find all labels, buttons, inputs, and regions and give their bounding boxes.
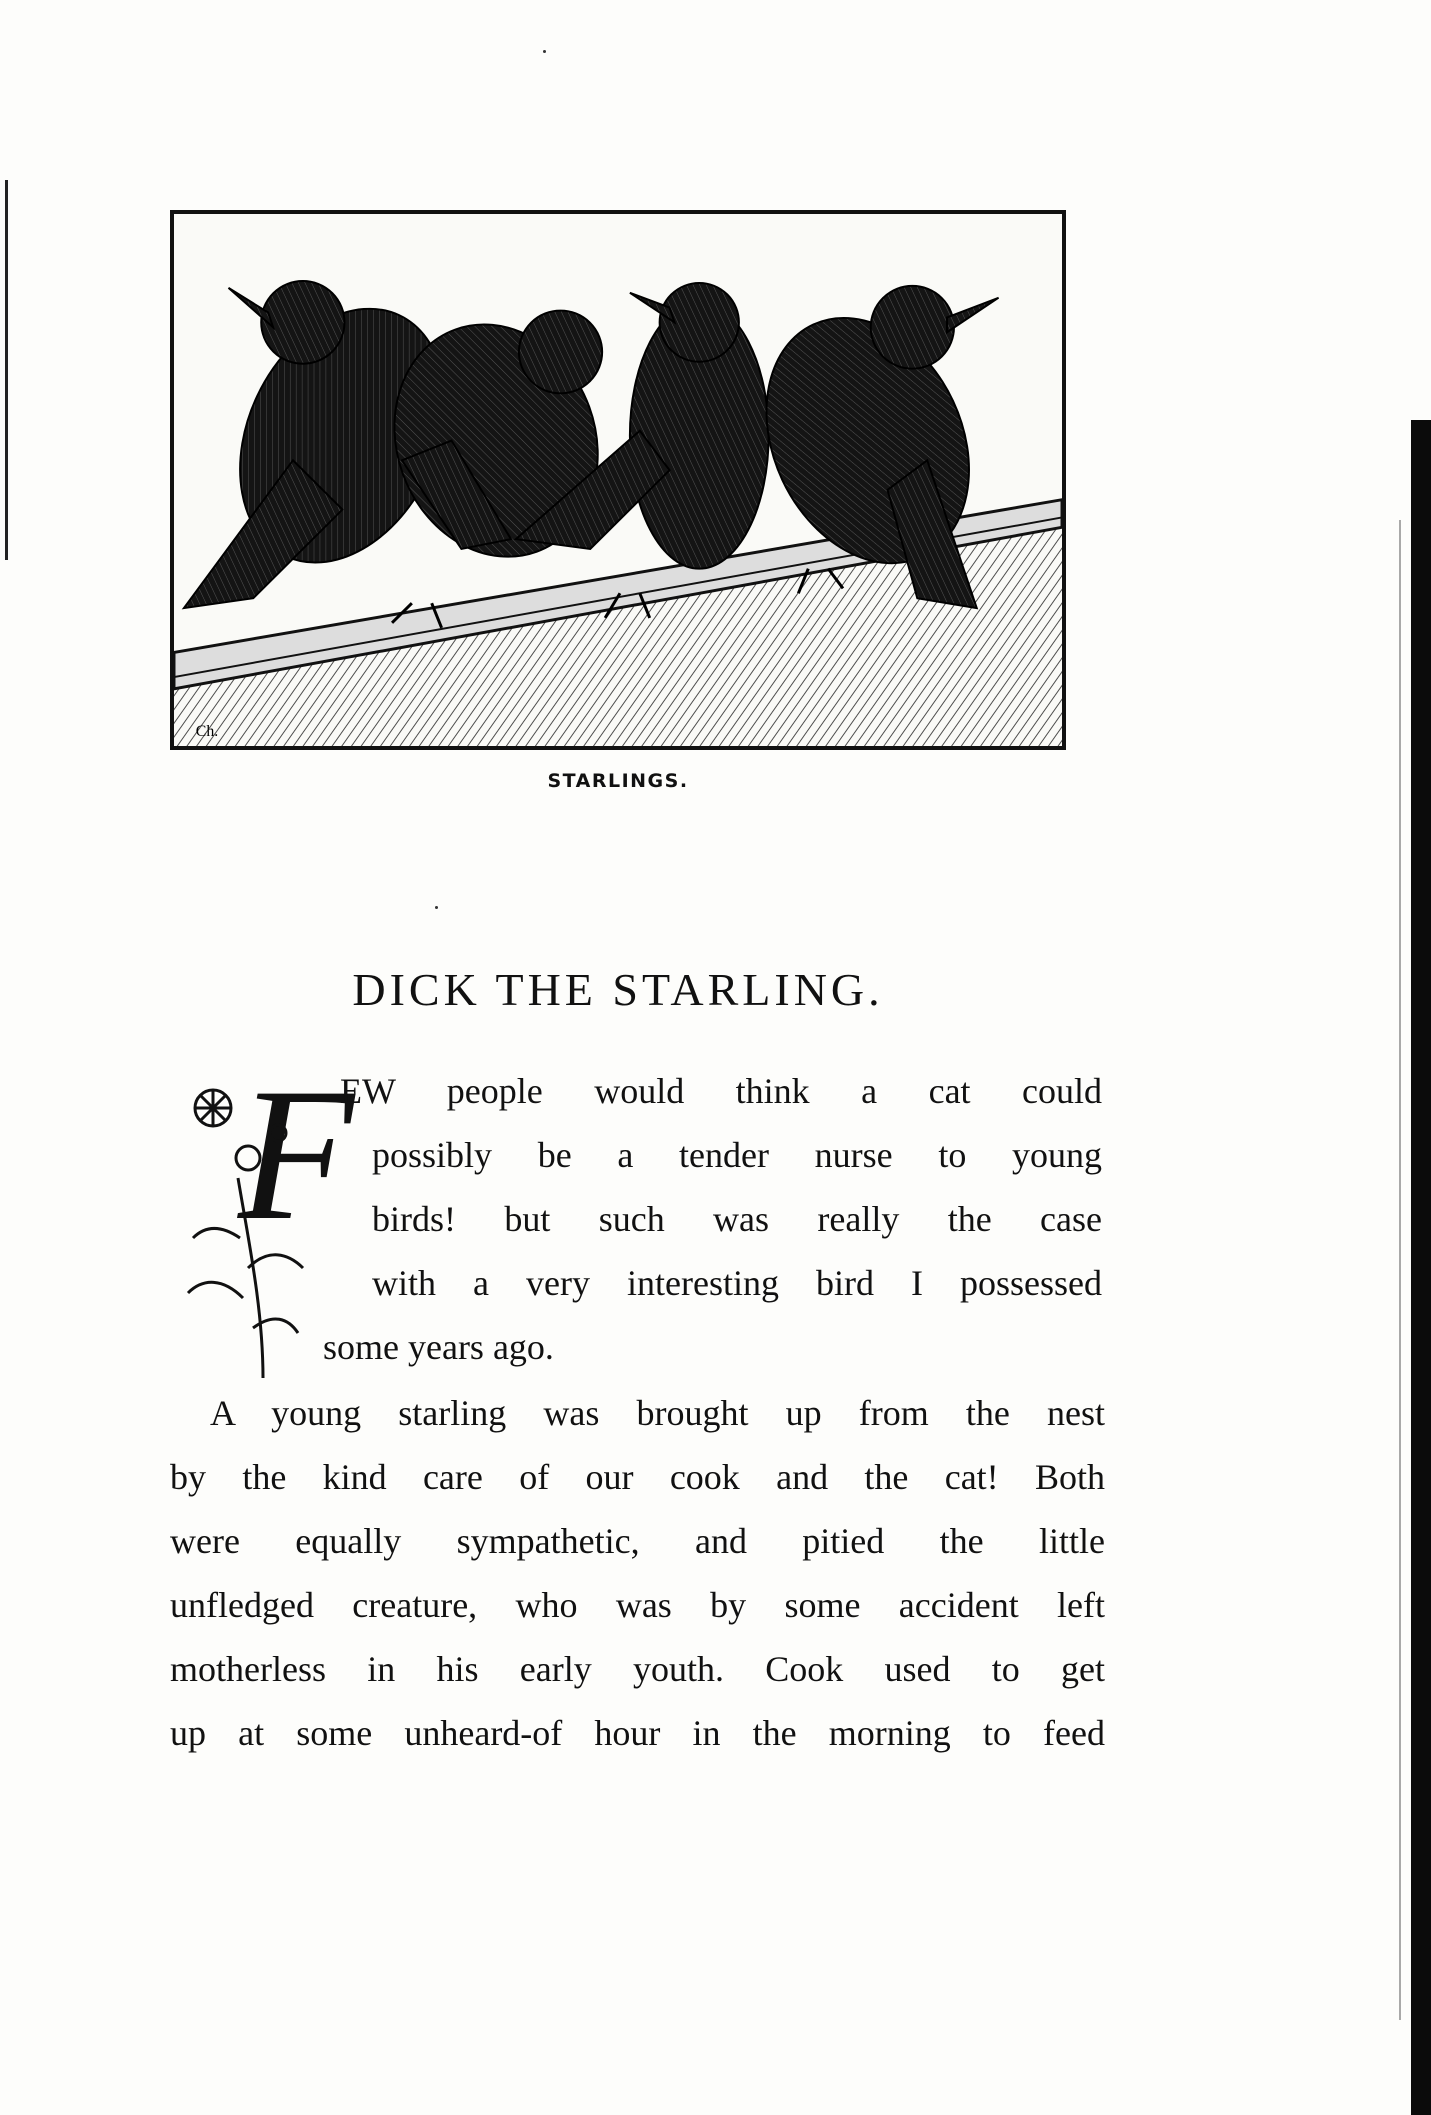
page-edge-left: [5, 180, 8, 560]
illustration-caption: STARLINGS.: [547, 770, 689, 792]
starlings-illustration: [170, 210, 1066, 750]
ink-speck: [435, 906, 438, 909]
paragraph-2-line-2: by the kind care of our cook and the cat! Both: [170, 1457, 1105, 1497]
decorative-dropcap: [168, 1048, 355, 1388]
paragraph-1-line-2: possibly be a tender nurse to young: [372, 1135, 1102, 1175]
paragraph-2-line-4: unfledged creature, who was by some accident left: [170, 1585, 1105, 1625]
paragraph-1-line-1: EW people would think a cat could: [340, 1071, 1102, 1111]
paragraph-2-line-5: motherless in his early youth. Cook used to get: [170, 1649, 1105, 1689]
paragraph-1-line-4: with a very interesting bird I possessed: [372, 1263, 1102, 1303]
paragraph-2-line-6: up at some unheard-of hour in the morning to feed: [170, 1713, 1105, 1753]
paragraph-2-line-3: were equally sympathetic, and pitied the little: [170, 1521, 1105, 1561]
page-edge-shadow: [1399, 520, 1401, 2020]
paragraph-1-line-5: some years ago.: [323, 1327, 554, 1367]
chapter-title: DICK THE STARLING.: [352, 963, 884, 1015]
ink-speck: [543, 50, 546, 53]
page-edge-right: [1411, 420, 1431, 2115]
illustration-signature: Ch.: [195, 723, 219, 741]
paragraph-1-line-3: birds! but such was really the case: [372, 1199, 1102, 1239]
dropcap-letter: F: [238, 1050, 355, 1260]
paragraph-2-line-1: A young starling was brought up from the nest: [210, 1393, 1105, 1433]
